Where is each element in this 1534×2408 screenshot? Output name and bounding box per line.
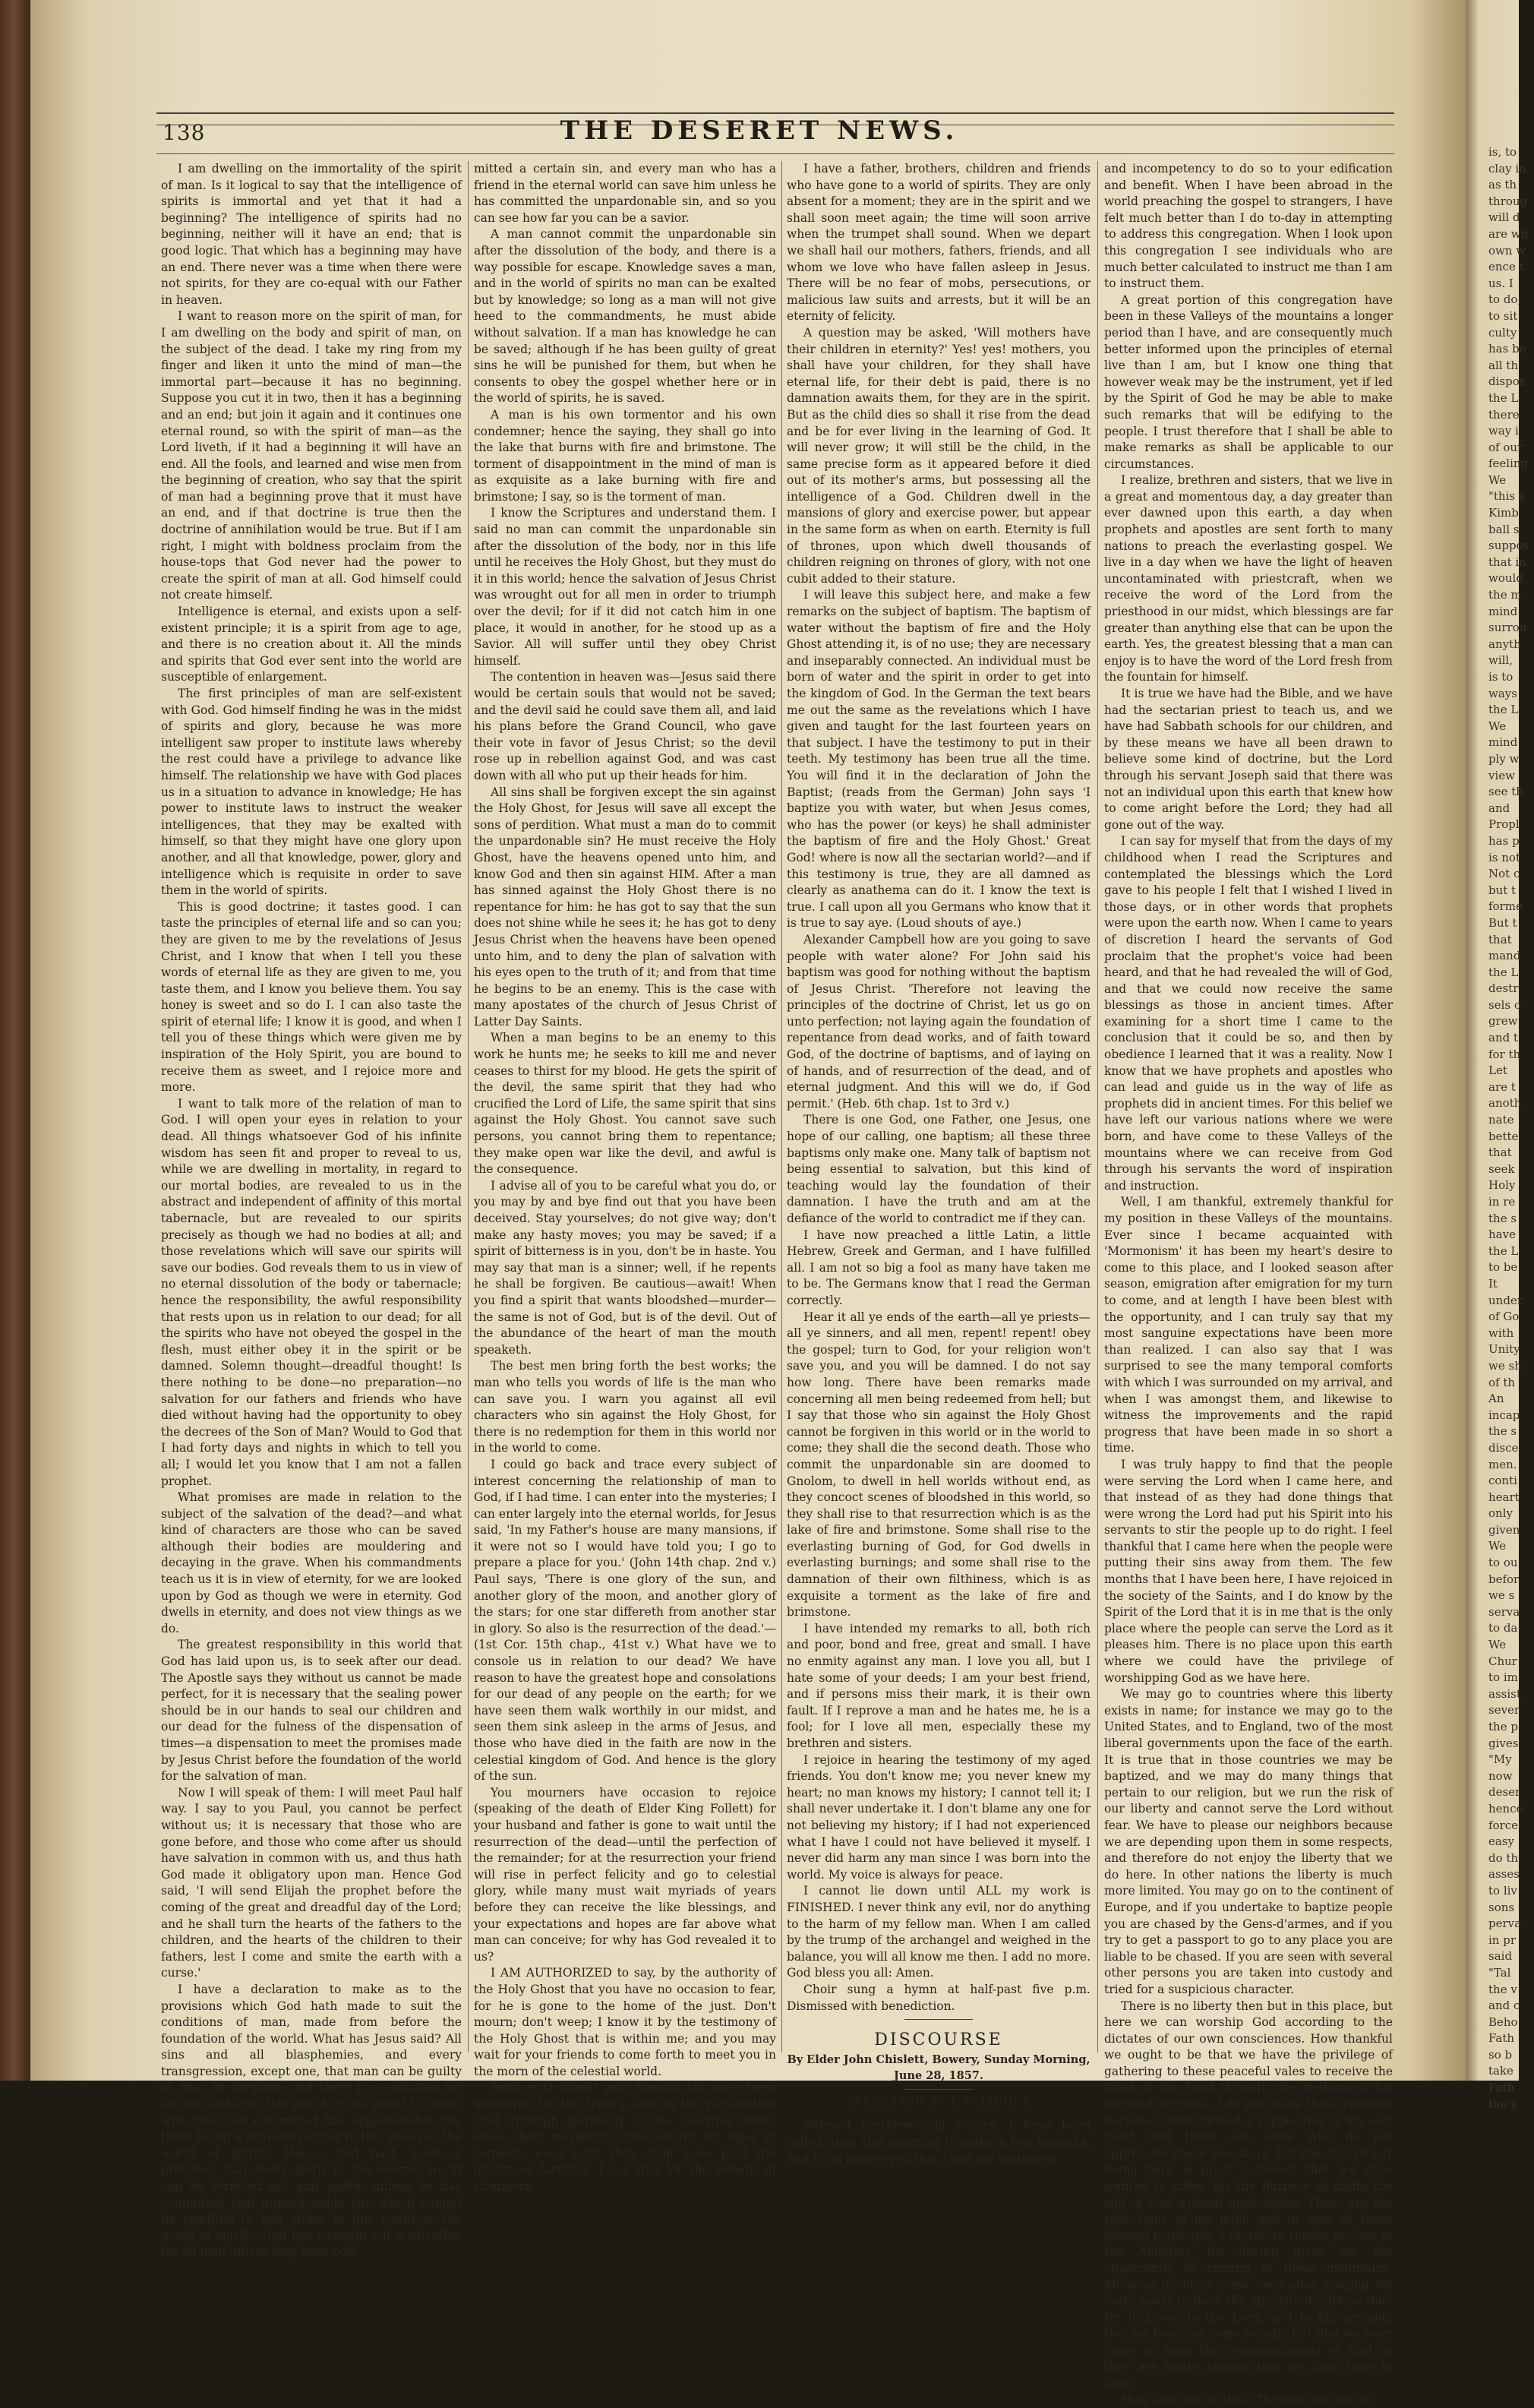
- facing-page-line: the s: [1488, 1211, 1517, 1225]
- facing-page-line: take: [1488, 2064, 1513, 2078]
- facing-page-line: Fath: [1488, 2031, 1515, 2046]
- paragraph: I will leave this subject here, and make a few remarks on the subject of baptism. The baptism of water without the baptism of fire and the Holy Ghost attending it, is of no use; they are necessary and inseparably connected. An individual must be born of water and the spirit in order to get into the kingdom of God. In the German the text bears me out the same as the revelations which I have given and taught for the last fourteen years on that subject. I have the testimony to put in their teeth. My testimony has been true all the time. You will find it in the declaration of John the Baptist; (reads from the German) John says 'I baptize you with water, but when Jesus comes, who has the power (or keys) he shall administer the baptism of fire and the Holy Ghost.' Great God! where is now all the sectarian world?—and if this testimony is true, they are all damned as clearly as anathema can do it. I know the text is true. I call upon all you Germans who know that it is true to say aye. (Loud shouts of aye.): [787, 588, 1091, 931]
- paragraph: I know the Scriptures and understand them. I said no man can commit the unpardonable sin after the dissolution of the body, nor in this life until he receives the Holy Ghost, but they must do it in this world; hence the salvation of Jesus Christ was wrought out for all men in order to triumph over the devil; for if it did not catch him in one place, it would in another, for he stood up as a Savior. All will suffer until they obey Christ himself.: [474, 506, 776, 668]
- facing-page-line: and: [1488, 801, 1510, 815]
- paragraph: I want to talk more of the relation of man to God. I will open your eyes in relation to your dead. All things whatsoever God of his infinite wisdom has seen fit and proper to reveal to us, while we are dwelling in mortality, in regard to our mortal bodies, are revealed to us in the abstract and independent of affinity of this mortal tabernacle, but are revealed to our spirits precisely as though we had no bodies at all; and those revelations which will save our spirits will save our bodies. God reveals them to us in view of no eternal dissolution of the body or tabernacle; hence the responsibility, the awful responsibility that rests upon us in relation to our dead; for all the spirits who have not obeyed the gospel in the flesh, must either obey it in the spirit or be damned. Solemn thought—dreadful thought! Is there nothing to be done—no preparation—no salvation for our fathers and friends who have died without having had the opportunity to obey the decrees of the Son of Man? Would to God that I had forty days and nights in which to tell you all; I would let you know that I am not a fallen prophet.: [161, 1096, 462, 1488]
- facing-page-line: to sit: [1488, 308, 1518, 323]
- facing-page-line: Let: [1488, 1063, 1507, 1078]
- paragraph: What promises are made in relation to the subject of the salvation of the dead?—and what kind of characters are those who can be saved although their bodies are mouldering and decaying in the grave. When his commandments teach us it is in view of eternity, for we are looked upon by God as though we were in eternity. God dwells in eternity, and does not view things as we do.: [161, 1490, 462, 1635]
- paragraph: The greatest responsibility in this world that God has laid upon us, is to seek after our dead. The Apostle says they without us cannot be made perfect, for it is necessary that the sealing power should be in our hands to seal our children and our dead for the fulness of the dispensation of times—a dispensation to meet the promises made by Jesus Christ before the foundation of the world for the salvation of man.: [161, 1638, 462, 1784]
- facing-page-line: ball s: [1488, 522, 1520, 536]
- facing-page-line: grew: [1488, 1014, 1518, 1029]
- facing-page-line: sons: [1488, 1900, 1515, 1914]
- facing-page-line: bette: [1488, 1129, 1519, 1143]
- paragraph: When a man begins to be an enemy to this work he hunts me; he seeks to kill me and never ceases to thirst for my blood. He gets the spirit of the devil, the same spirit that they had who crucified the Lord of Life, the same spirit that sins against the Holy Ghost. You cannot save such persons, you cannot bring them to repentance; they make open war like the devil, and awful is the consequence.: [474, 1031, 776, 1177]
- facing-page-line: easy: [1488, 1834, 1514, 1849]
- facing-page-line: Not c: [1488, 867, 1520, 881]
- paragraph: How shall we do this? The best we can do: [1121, 2392, 1371, 2406]
- facing-page-line: will,: [1488, 653, 1513, 668]
- facing-page-line: the p: [1488, 1720, 1518, 1733]
- section-rule: [904, 2089, 973, 2090]
- facing-page-line: sels o: [1488, 997, 1521, 1012]
- facing-page-line: the s: [1488, 2097, 1517, 2111]
- facing-page-line: "Tal: [1488, 1965, 1511, 1980]
- paragraph: A question may be asked, 'Will mothers have their children in eternity?' Yes! yes! mothers, you shall have your children, for they shall have eternal life, for their debt is paid, there is no damnation awaits them, for they are in the spirit. But as the child dies so shall it rise from the dead and be for ever living in the learning of God. It will never grow; it will still be the child, in the same precise form as it appeared before it died out of its mother's arms, but possessing all the intelligence of a God. Children dwell in the mansions of glory and exercise power, but appear in the same form as when on earth. Eternity is full of thrones, upon which dwell thousands of children reigning on thrones of glory, with not one cubit added to their stature.: [787, 325, 1091, 586]
- facing-page-line: We: [1488, 1638, 1507, 1652]
- facing-page-line: way i: [1488, 424, 1519, 438]
- paragraph: I realize, brethren and sisters, that we live in a great and momentous day, a day greater than ever dawned upon this earth, a day when prophets and apostles are sent forth to many nations to preach the everlasting gospel. We live in a day when we have the light of heaven uncontaminated with priestcraft, when we receive the word of the Lord from the priesthood in our midst, which blessings are far greater than anything else that can be upon the earth. Yes, the greatest blessing that a man can enjoy is to have the word of the Lord fresh from the fountain for himself.: [1104, 473, 1393, 684]
- facing-page-line: surrou: [1488, 621, 1527, 635]
- facing-page-line: to da: [1488, 1621, 1518, 1635]
- facing-page-line: has be: [1488, 342, 1526, 356]
- facing-page-line: Propl: [1488, 817, 1520, 832]
- facing-page-line: only: [1488, 1506, 1513, 1521]
- facing-page-line: suppos: [1488, 539, 1529, 553]
- facing-page-line: mind: [1488, 735, 1518, 750]
- facing-page-line: heart: [1488, 1490, 1520, 1504]
- masthead-title: THE DESERET NEWS.: [560, 115, 959, 146]
- paragraph: All sins shall be forgiven except the sin against the Holy Ghost, for Jesus will save all except the sons of perdition. What must a man do to commit the unpardonable sin? He must receive the Holy Ghost, have the heavens opened unto him, and know God and then sin against HIM. After a man has sinned against the Holy Ghost there is no repentance for him: he has got to say that the sun does not shine while he sees it; he has got to deny Jesus Christ when the heavens have been opened unto him, and to deny the plan of salvation with his eyes open to the truth of it; and from that time he begins to be an enemy. This is the case with many apostates of the church of Jesus Christ of Latter Day Saints.: [474, 785, 776, 1029]
- facing-page-line: deser: [1488, 1785, 1521, 1800]
- facing-page-edge: [1466, 0, 1529, 2111]
- facing-page-line: seek: [1488, 1161, 1515, 1176]
- paragraph: and incompetency to do so to your edification and benefit. When I have been abroad in the world preaching the gospel to strangers, I have felt much better than I do to-day in attempting to address this congregation. When I look upon this congregation I see individuals who are much better calculated to instruct me than I am to instruct them.: [1104, 162, 1393, 291]
- facing-page-line: of Go: [1488, 1310, 1520, 1324]
- facing-page-line: is not: [1488, 850, 1520, 864]
- facing-page-line: we s: [1488, 1588, 1515, 1603]
- facing-page-line: An: [1488, 1392, 1504, 1406]
- facing-page-line: the L: [1488, 390, 1519, 405]
- discourse-heading: DISCOURSE: [874, 2030, 1003, 2050]
- facing-page-line: "My: [1488, 1752, 1512, 1767]
- paragraph: I want to reason more on the spirit of man, for I am dwelling on the body and spirit of man, on the subject of the dead. I take my ring from my finger and liken it unto the mind of man—the immortal part—because it has no beginning. Suppose you cut it in two, then it has a beginning and an end; but join it again and it continues one eternal round, so with the spirit of man—as the Lord liveth, if it had a beginning it will have an end. All the fools, and learned and wise men from the beginning of creation, who say that the spirit of man had a beginning prove that it must have an end, and if that doctrine is true then the doctrine of annihilation would be true. But if I am right, I might with boldness proclaim from the house-tops that God never had the power to create the spirit of man at all. God himself could not create himself.: [161, 309, 462, 602]
- paragraph: A great portion of this congregation have been in these Valleys of the mountains a longer period than I have, and are consequently much better informed upon the principles of eternal live than I am, but I know one thing that however weak may be the instrument, yet if led by the Spirit of God he may be able to make such remarks that will be edifying to the people. I trust therefore that I shall be able to make remarks as shall be applicable to our circumstances.: [1104, 292, 1393, 471]
- facing-page-line: for th: [1488, 1047, 1521, 1061]
- facing-page-line: the L: [1488, 1244, 1519, 1258]
- facing-page-line: disce: [1488, 1440, 1519, 1455]
- facing-page-line: the L: [1488, 965, 1519, 979]
- facing-page-line: given: [1488, 1522, 1520, 1537]
- facing-page-line: with: [1488, 1326, 1514, 1340]
- paragraph: Now I will speak of them: I will meet Paul half way. I say to you Paul, you cannot be perfect without us; it is necessary that those who are gone before, and those who come after us should have salvation in common with us, and thus hath God made it obligatory upon man. Hence God said, 'I will send Elijah the prophet before the coming of the great and dreadful day of the Lord; and he shall turn the hearts of the fathers to the children, and the hearts of the children to their fathers, lest I come and smite the earth with a curse.': [161, 1785, 462, 1980]
- facing-page-line: as th: [1488, 178, 1517, 192]
- facing-page-line: "this s: [1488, 489, 1525, 504]
- facing-page-line: now: [1488, 1768, 1513, 1783]
- facing-page-line: the m: [1488, 588, 1522, 602]
- facing-page-line: clay in: [1488, 161, 1526, 175]
- book-binding: [0, 0, 30, 2081]
- paragraph: I was truly happy to find that the people were serving the Lord when I came here, and that instead of as they had done things that were wrong the Lord had put his Spirit into his servants to stir the people up to do right. I feel thankful that I came here when the people were putting their sins away from them. The few months that I have been here, I have rejoiced in the society of the Saints, and I do know by the Spirit of the Lord that it is in me that is the only place where the people can serve the Lord as it pleases him. There is no place upon this earth where we could have the privilege of worshipping God as we have here.: [1104, 1457, 1393, 1685]
- facing-page-line: assist: [1488, 1686, 1521, 1701]
- facing-page-line: own w: [1488, 243, 1526, 258]
- facing-page-line: to ou: [1488, 1556, 1518, 1570]
- facing-page-line: But t: [1488, 915, 1517, 930]
- facing-page-line: to liv: [1488, 1883, 1517, 1898]
- paragraph: The best men bring forth the best works; the man who tells you words of life is the man who can save you. I warn you against all evil characters who sin against the Holy Ghost, for there is no redemption for them in this world nor in the world to come.: [474, 1359, 776, 1455]
- facing-page-line: Kimb: [1488, 506, 1519, 520]
- paragraph: We may go to countries where this liberty exists in name; for instance we may go to the United States, and to England, two of the most liberal governments upon the face of the earth. It is true that in those countries we may be baptized, and we may do many things that pertain to our religion, but we run the risk of our liberty and cannot serve the Lord without fear. We have to please our neighbors because we are depending upon them in some respects, and therefore do not enjoy the liberty that we do here. In other nations the liberty is much more limited. You may go on to the continent of Europe, and if you undertake to baptize people you are chased by the Gens-d'armes, and if you try to get a passport to go to any place you are liable to be chased. If you are seen with several other persons you are taken into custody and tried for a suspicious character.: [1104, 1687, 1393, 1996]
- facing-page-line: under: [1488, 1293, 1523, 1307]
- facing-page-line: We: [1488, 719, 1507, 733]
- paragraph: It is true we have had the Bible, and we have had the sectarian priest to teach us, and we have had Sabbath schools for our children, and by these means we have all been drawn to believe some kind of doctrine, but the Lord through his servant Joseph said that there was not an individual upon this earth that knew how to come aright before the Lord; they had all gone out of the way.: [1104, 687, 1393, 832]
- paragraph: I cannot lie down until ALL my work is FINISHED. I never think any evil, nor do anything to the harm of my fellow man. When I am called by the trump of the archangel and weighed in the balance, you will all know me then. I add no more. God bless you all: Amen.: [787, 1884, 1091, 1980]
- facing-page-line: gives: [1488, 1736, 1519, 1750]
- facing-page-line: ply w: [1488, 751, 1520, 766]
- paragraph: I rejoice in hearing the testimony of my aged friends. You don't know me; you never knew my heart; no man knows my history; I cannot tell it; I shall never undertake it. I don't blame any one for not believing my history; if I had not experienced what I have I could not have believed it myself. I never did harm any man since I was born into the world. My voice is always for peace.: [787, 1752, 1091, 1882]
- column-4: [1104, 161, 1393, 2406]
- column-2: [474, 161, 776, 2194]
- facing-page-line: hence: [1488, 1801, 1523, 1815]
- facing-page-line: culty: [1488, 325, 1517, 340]
- facing-page-line: but t: [1488, 883, 1517, 897]
- page-number: 138: [163, 120, 206, 145]
- facing-page-line: there: [1488, 407, 1520, 422]
- facing-page-text: [1488, 144, 1534, 2113]
- facing-page-line: us. I: [1488, 276, 1513, 290]
- discourse-byline: By Elder John Chislett, Bowery, Sunday Morning, June 28, 1857.: [787, 2052, 1091, 2083]
- facing-page-line: It: [1488, 1276, 1498, 1291]
- facing-page-line: destr: [1488, 981, 1519, 996]
- facing-page-line: that in: [1488, 555, 1526, 569]
- paragraph: The contention in heaven was—Jesus said there would be certain souls that would not be saved; and the devil said he could save them all, and laid his plans before the Grand Council, who gave their vote in favor of Jesus Christ; so the devil rose up in rebellion against God, and was cast down with all who put up their heads for him.: [474, 670, 776, 782]
- facing-page-line: dispos: [1488, 374, 1526, 389]
- facing-page-line: the L: [1488, 703, 1519, 717]
- facing-page-line: befor: [1488, 1572, 1520, 1586]
- paragraph: A man cannot commit the unpardonable sin after the dissolution of the body, and there is a way possible for escape. Knowledge saves a man, and in the world of spirits no man can be exalted but by knowledge; so long as a man will not give heed to the commandments, he must abide without salvation. If a man has knowledge he can be saved; although if he has been guilty of great sins he will be punished for them, but when he consents to obey the gospel whether here or in the world of spirits, he is saved.: [474, 227, 776, 406]
- column-divider: [468, 161, 469, 2052]
- facing-page-line: ways: [1488, 686, 1517, 700]
- facing-page-line: ence t: [1488, 260, 1524, 274]
- facing-page-line: mand: [1488, 949, 1521, 963]
- paragraph: Beloved brethren and sisters, I have been called upon this morning to make a few remarks, and I can assure you that I feel my weakness: [787, 2119, 1091, 2166]
- facing-page-line: serva: [1488, 1604, 1520, 1619]
- reporter-credit: (REPORTED BY J. V. LONG.): [849, 2096, 1028, 2108]
- paragraph: I have a father, brothers, children and friends who have gone to a world of spirits. They are only absent for a moment; they are in the spirit and we shall soon meet again; the time will soon arrive when the trumpet shall sound. When we depart we shall hail our mothers, fathers, friends, and all whom we love who have fallen asleep in Jesus. There will be no fear of mobs, persecutions, or malicious law suits and arrests, but it will be an eternity of felicity.: [787, 162, 1091, 324]
- facing-page-line: sever: [1488, 1703, 1520, 1718]
- facing-page-line: in re: [1488, 1195, 1516, 1209]
- facing-page-line: and c: [1488, 1999, 1520, 2013]
- facing-page-line: We: [1488, 1539, 1507, 1553]
- facing-page-line: men.: [1488, 1457, 1517, 1471]
- paragraph: I can say for myself that from the days of my childhood when I read the Scriptures and contemplated the blessings which the Lord gave to his people I felt that I wished I lived in those days, or in other words that prophets were upon the earth now. When I came to years of discretion I heard the servants of God proclaim that the prophet's voice had been heard, and that he had revealed the will of God, and that we could now receive the same blessings as those in ancient times. After examining for a short time I came to the conclusion that it could be so, and then by obedience I learned that it was a reality. Now I know that we have prophets and apostles who can lead and guide us in the way of life as prophets did in ancient times. For this belief we have left our various nations where we were born, and have come to these Valleys of the mountains where we can receive from God through his servants the word of inspiration and instruction.: [1104, 834, 1393, 1193]
- paragraph: I am dwelling on the immortality of the spirit of man. Is it logical to say that the intelligence of spirits is immortal and yet that it had a beginning? The intelligence of spirits had no beginning, neither will it have an end; that is good logic. That which has a beginning may have an end. There never was a time when there were not spirits, for they are co-equal with our Father in heaven.: [161, 162, 462, 307]
- paragraph: The first principles of man are self-existent with God. God himself finding he was in the midst of spirits and glory, because he was more intelligent saw proper to institute laws whereby the rest could have a privilege to advance like himself. The relationship we have with God places us in a situation to advance in knowledge; He has power to institute laws to instruct the weaker intelligences, that they may be exalted with himself, so that they might have one glory upon another, and all that knowledge, power, glory and intelligence which is requisite in order to save them in the world of spirits.: [161, 687, 462, 898]
- facing-page-line: asses: [1488, 1867, 1520, 1882]
- facing-page-line: that: [1488, 932, 1512, 946]
- facing-page-line: conti: [1488, 1474, 1517, 1488]
- facing-page-line: said: [1488, 1949, 1513, 1964]
- paragraph: Rejoice, O Israel! your friends who have been murdered for the truth's sake in the persecution shall triumph gloriously in the celestial world, while their murderers shall welter for ages in torment, even until they shall have paid the uttermost farthing. I say this for the benefit of strangers.: [474, 2081, 776, 2194]
- facing-page-line: the v: [1488, 1982, 1517, 1996]
- column-divider: [1097, 161, 1098, 2052]
- paragraph: I AM AUTHORIZED to say, by the authority of the Holy Ghost that you have no occasion to fear, for he is gone to the home of the just. Don't mourn; don't weep; I know it by the testimony of the Holy Ghost that is within me; and you may wait for your friends to come forth to meet you in the morn of the celestial world.: [474, 1966, 776, 2078]
- header-rule: [156, 153, 1394, 154]
- facing-page-line: Chur: [1488, 1654, 1517, 1668]
- facing-page-line: will d: [1488, 210, 1520, 225]
- facing-page-line: force: [1488, 1818, 1519, 1832]
- paragraph: You mourners have occasion to rejoice (speaking of the death of Elder King Follett) for your husband and father is gone to wait until the resurrection of the dead—until the perfection of the remainder; for at the resurrection your friend will rise in perfect felicity and go to celestial glory, while many must wait myriads of years before they can receive the like blessings, and your expectations and hopes are far above what man can conceive; for why has God revealed it to us?: [474, 1785, 776, 1964]
- paragraph: A man is his own tormentor and his own condemner; hence the saying, they shall go into the lake that burns with fire and brimstone. The torment of disappointment in the mind of man is as exquisite as a lake burning with fire and brimstone; I say, so is the torment of man.: [474, 407, 776, 504]
- facing-page-line: incap: [1488, 1408, 1520, 1422]
- facing-page-line: is, to: [1488, 145, 1517, 159]
- facing-page-line: We: [1488, 472, 1507, 487]
- facing-page-line: anyth: [1488, 637, 1521, 651]
- facing-page-line: has p: [1488, 833, 1520, 848]
- facing-page-line: nate: [1488, 1113, 1514, 1127]
- facing-page-line: all th: [1488, 358, 1518, 372]
- column-1: [161, 161, 462, 2259]
- facing-page-line: would: [1488, 571, 1523, 586]
- column-3: [787, 161, 1091, 2166]
- facing-page-line: we sh: [1488, 1358, 1522, 1373]
- facing-page-line: Beho: [1488, 2015, 1518, 2029]
- paragraph: This is good doctrine; it tastes good. I can taste the principles of eternal life and so can you; they are given to me by the revelations of Jesus Christ, and I know that when I tell you these words of eternal life as they are given to me, you taste them, and I know you believe them. You say honey is sweet and so do I. I can also taste the spirit of eternal life; I know it is good, and when I tell you of these things which were given me by inspiration of the Holy Spirit, you are bound to receive them as sweet, and I rejoice more and more.: [161, 899, 462, 1095]
- paragraph: I have intended my remarks to all, both rich and poor, bond and free, great and small. I have no enmity against any man. I love you all, but I hate some of your deeds; I am your best friend, and if persons miss their mark, it is their own fault. If I reprove a man and he hates me, he is a fool; for I love all men, especially these my brethren and sisters.: [787, 1621, 1091, 1750]
- paragraph: I have now preached a little Latin, a little Hebrew, Greek and German, and I have fulfilled all. I am not so big a fool as many have taken me to be. The Germans know that I read the German correctly.: [787, 1228, 1091, 1307]
- facing-page-line: forme: [1488, 899, 1523, 914]
- column-divider: [781, 161, 782, 2052]
- facing-page-line: that: [1488, 1146, 1512, 1160]
- facing-page-line: do th: [1488, 1850, 1519, 1865]
- facing-page-line: perva: [1488, 1917, 1522, 1931]
- paragraph: Hear it all ye ends of the earth—all ye priests—all ye sinners, and all men, repent! repent! obey the gospel; turn to God, for your religion won't save you, and you will be damned. I do not say how long. There have been remarks made concerning all men being redeemed from hell; but I say that those who sin against the Holy Ghost cannot be forgiven in this world or in the world to come; they shall die the second death. Those who commit the unpardonable sin are doomed to Gnolom, to dwell in hell worlds without end, as they concoct scenes of bloodshed in this world, so they shall rise to that resurrection which is as the lake of fire and brimstone. Some shall rise to the everlasting burning of God, for God dwells in everlasting burnings; and some shall rise to the damnation of their own filthiness, which is as exquisite a torment as the lake of fire and brimstone.: [787, 1310, 1091, 1620]
- facing-page-line: and t: [1488, 1031, 1519, 1045]
- facing-page-line: are t: [1488, 1079, 1516, 1094]
- facing-page-line: to do,: [1488, 292, 1522, 307]
- facing-page-line: in pr: [1488, 1932, 1516, 1947]
- facing-page-line: Holy: [1488, 1178, 1516, 1193]
- facing-page-line: are wh: [1488, 226, 1529, 241]
- facing-page-line: to im: [1488, 1670, 1518, 1685]
- paragraph: Intelligence is eternal, and exists upon a self-existent principle; it is a spirit from age to age, and there is no creation about it. All the minds and spirits that God ever sent into the world are susceptible of enlargement.: [161, 605, 462, 684]
- facing-page-line: the s: [1488, 1424, 1517, 1439]
- facing-page-line: Fath: [1488, 2081, 1515, 2095]
- paragraph: I advise all of you to be careful what you do, or you may by and bye find out that you have been deceived. Stay yourselves; do not give way; don't make any hasty moves; you may be saved; if a spirit of bitterness is in you, don't be in haste. You may say that man is a sinner; well, if he repents he shall be forgiven. Be cautious—await! When you find a spirit that wants bloodshed—murder—the same is not of God, but is of the devil. Out of the abundance of the heart of man the mouth speaketh.: [474, 1178, 776, 1357]
- paragraph: There is one God, one Father, one Jesus, one hope of our calling, one baptism; all these three baptisms only make one. Many talk of baptism not being essential to salvation, but this kind of teaching would lay the foundation of their damnation. I have the truth and am at the defiance of the world to contradict me if they can.: [787, 1113, 1091, 1225]
- facing-page-line: of our: [1488, 440, 1523, 454]
- facing-page-line: of th: [1488, 1375, 1516, 1389]
- facing-page-line: view: [1488, 768, 1515, 782]
- facing-page-line: throug: [1488, 194, 1528, 208]
- facing-page-line: mind: [1488, 604, 1518, 618]
- facing-page-line: Unity: [1488, 1342, 1520, 1357]
- paragraph: Alexander Campbell how are you going to save people with water alone? For John said his baptism was good for nothing without the baptism of Jesus Christ. 'Therefore not leaving the principles of the doctrine of Christ, let us go on unto perfection; not laying again the foundation of repentance from dead works, and of faith toward God, of the doctrine of baptisms, and of laying on of hands, and of resurrection of the dead, and of eternal judgment. And this will we do, if God permit.' (Heb. 6th chap. 1st to 3rd v.): [787, 932, 1091, 1111]
- facing-page-line: feeling: [1488, 457, 1529, 471]
- facing-page-line: to be: [1488, 1260, 1518, 1275]
- paragraph: Choir sung a hymn at half-past five p.m. Dismissed with benediction.: [787, 1982, 1091, 2013]
- paragraph: I could go back and trace every subject of interest concerning the relationship of man to God, if I had time. I can enter into the mysteries; I can enter largely into the eternal worlds, for Jesus said, 'In my Father's house are many mansions, if it were not so I would have told you; I go to prepare a place for you.' (John 14th chap. 2nd v.) Paul says, 'There is one glory of the sun, and another glory of the moon, and another glory of the stars; for one star differeth from another star in glory. So also is the resurrection of the dead.'—(1st Cor. 15th chap., 41st v.) What have we to console us in relation to our dead? We have reason to have the greatest hope and consolations for our dead of any people on the earth; for we have seen them walk worthily in our midst, and seen them sink asleep in the arms of Jesus, and those who have died in the faith are now in the celestial kingdom of God. And hence is the glory of the sun.: [474, 1457, 776, 1784]
- facing-page-line: so b: [1488, 2047, 1513, 2062]
- facing-page-line: anoth: [1488, 1096, 1522, 1111]
- paragraph: mitted a certain sin, and every man who has a friend in the eternal world can save him unless he has committed the unpardonable sin, and so you can see how far you can be a savior.: [474, 162, 776, 225]
- facing-page-line: see th: [1488, 785, 1523, 799]
- paragraph: There is no liberty then but in this place, but here we can worship God according to the dictates of our own consciences. How thankful we ought to be that we have the privilege of gathering to these peaceful vales to receive the word of the Lord through the medium of his inspired servants. I do not make these remarks because I have formed a supposition in my own mind that there are some who do not appreciate these blessings, but the fact of our being here is proof sufficient that we once wanted to come, for the purpose of doing the will of God without molestation. These are the reflections of my mind and in view of these blessed privileges, I therefore render praises to the Almighty for having given me the opportunity of coming to these mountains. Many of us have come here after longing for many years to have the opportunity; let us then try to prove to the Lord, and to his servants that we have not come in vain, but that we have come to keep the commandments of God as they are made known unto us from time to time.: [1104, 1999, 1393, 2391]
- facing-page-line: have: [1488, 1228, 1516, 1242]
- section-rule: [904, 2019, 973, 2020]
- paragraph: Well, I am thankful, extremely thankful for my position in these Valleys of the mountains. Ever since I became acquainted with 'Mormonism' it has been my heart's desire to come to this place, and I looked season after season, emigration after emigration for my turn to come, and at length I have been blest with the opportunity, and I can truly say that my most sanguine expectations have been more than realized. I can also say that I was surprised to see the many temporal comforts with which I was surrounded on my arrival, and when I was amongst them, and likewise to witness the improvements and the rapid progress that have been made in so short a time.: [1104, 1195, 1393, 1455]
- paragraph: I have a declaration to make as to the provisions which God hath made to suit the conditions of man, made from before the foundation of the world. What has Jesus said? All sins and all blasphemies, and every transgression, except one, that man can be guilty of, may be forgiven, and there is a salvation for all men either in this world or the world to come, who have not committed the unpardonable sin, there being a provision either in this world or the world of spirits. Hence God hath made a provision that every spirit in the eternal world can be ferreted out and saved, unless he has committed that unpardonable sin, which cannot be remitted to him either in this world or the world of spirits. God has wrought out a salvation for all men unless they have com-: [161, 1982, 462, 2259]
- facing-page-line: is to: [1488, 670, 1513, 684]
